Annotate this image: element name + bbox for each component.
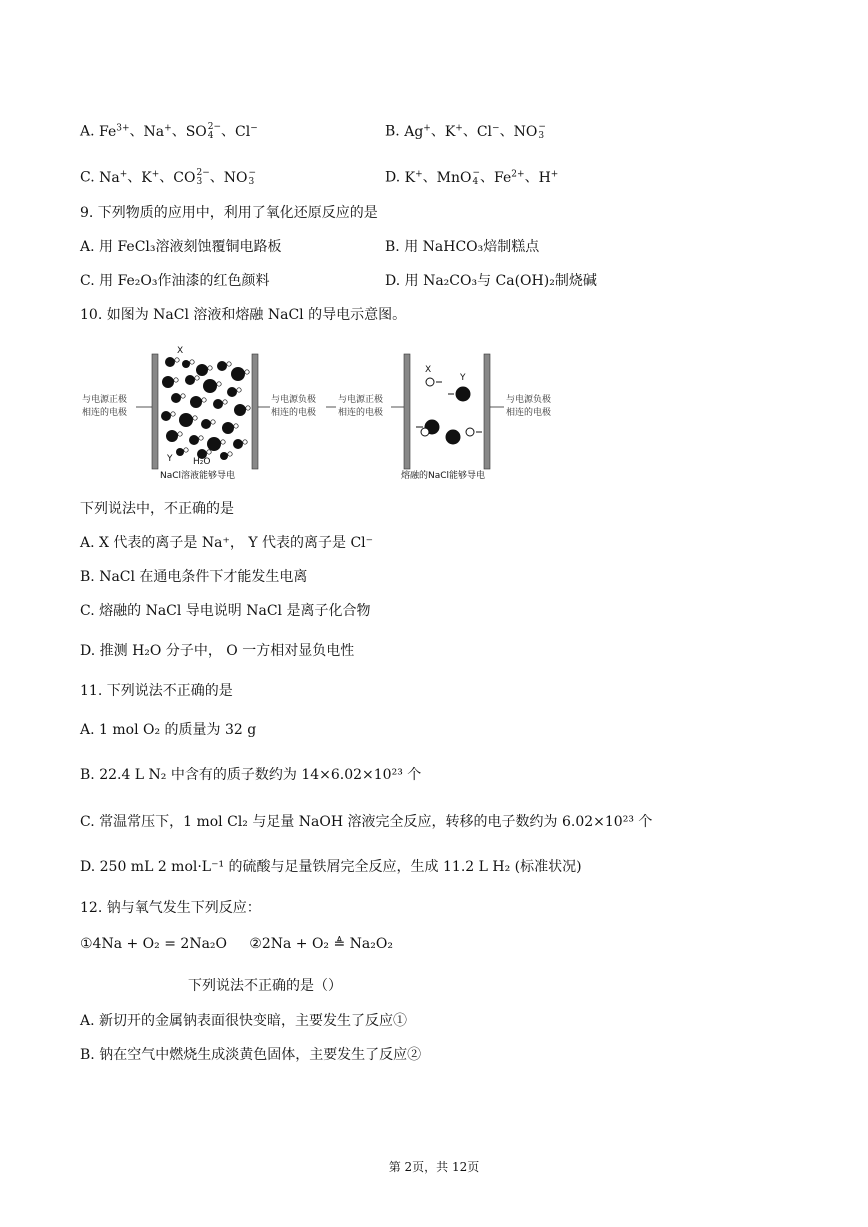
solution-ion [222, 422, 234, 434]
option-prefix: D. [385, 169, 405, 186]
right-anode-label-1: 与电源正极 [338, 395, 384, 405]
solution-ion [162, 376, 174, 388]
water-atom [190, 360, 194, 364]
q12-option-b: B. 钠在空气中燃烧生成淡黄色固体，主要发生了反应② [80, 1047, 422, 1063]
left-cathode [252, 354, 258, 469]
solution-ion [233, 439, 243, 449]
separator: 、 [127, 169, 142, 186]
right-cathode [484, 354, 490, 469]
left-anode [152, 354, 158, 469]
q8-option-d [385, 164, 558, 188]
q10-option-a: A. X 代表的离子是 Na⁺， Y 代表的离子是 Cl⁻ [80, 535, 374, 551]
solution-ion [213, 399, 223, 409]
water-atom [181, 394, 185, 398]
q11-option-a: A. 1 mol O₂ 的质量为 32 g [80, 722, 257, 738]
solution-ion [182, 360, 190, 368]
left-cathode-label-2: 相连的电极 [271, 408, 317, 418]
q8-option-c [80, 164, 256, 188]
water-atom [237, 388, 241, 392]
separator: 、 [499, 123, 514, 140]
water-atom [207, 450, 211, 454]
ion: H+ [538, 169, 559, 186]
right-cathode-label-1: 与电源负极 [506, 395, 552, 405]
left-cathode-label-1: 与电源负极 [271, 395, 317, 405]
solution-ion [166, 430, 178, 442]
q11-stem: 11. 下列说法不正确的是 [80, 683, 233, 699]
q9-option-a: A. 用 FeCl₃溶液刻蚀覆铜电路板 [80, 239, 282, 255]
q12-prompt: 下列说法不正确的是（） [188, 978, 342, 994]
separator: 、 [209, 169, 224, 186]
solution-ion [217, 361, 227, 371]
water-atom [246, 406, 250, 410]
ion: K+ [444, 123, 463, 140]
right-y-label: Y [460, 373, 466, 383]
water-atom [208, 366, 212, 370]
ion: Cl− [476, 123, 500, 140]
left-anode-label-2: 相连的电极 [82, 408, 128, 418]
water-atom [171, 412, 175, 416]
water-atom [243, 440, 247, 444]
right-cathode-label-2: 相连的电极 [506, 408, 552, 418]
water-atom [234, 424, 238, 428]
q10-option-d: D. 推测 H₂O 分子中， O 一方相对显负电性 [80, 643, 355, 659]
solution-ion [185, 375, 195, 385]
solution-particles [161, 357, 250, 460]
q10-option-c: C. 熔融的 NaCl 导电说明 NaCl 是离子化合物 [80, 603, 371, 619]
right-x-label: X [425, 365, 432, 375]
solution-ion [179, 413, 193, 427]
solution-ion [220, 452, 228, 460]
ion: NO − 3 [223, 167, 257, 187]
water-atom [245, 370, 249, 374]
left-y-label: Y [167, 454, 173, 464]
ion: SO 2− 4 [185, 121, 222, 141]
solution-ion [207, 437, 221, 451]
option-prefix: A. [80, 123, 100, 140]
separator: 、 [524, 169, 539, 186]
separator: 、 [422, 169, 437, 186]
water-atom [211, 420, 215, 424]
solution-ion [190, 396, 202, 408]
solution-ion [203, 379, 217, 393]
ion: $Fe^{3+}$ [99, 123, 130, 140]
water-atom [217, 382, 221, 386]
water-atom [199, 436, 203, 440]
water-atom [227, 362, 231, 366]
q10-stem: 10. 如图为 NaCl 溶液和熔融 NaCl 的导电示意图。 [80, 307, 407, 323]
solution-ion [189, 435, 199, 445]
solution-ion [171, 393, 181, 403]
solution-ion [161, 411, 171, 421]
q9-option-c: C. 用 Fe₂O₃作油漆的红色颜料 [80, 273, 270, 289]
q12-eq1: ①4Na + O₂ = 2Na₂O [80, 936, 227, 952]
solution-ion [176, 448, 184, 456]
q11-option-c: C. 常温常压下，1 mol Cl₂ 与足量 NaOH 溶液完全反应，转移的电子数约为 6.02×10²³ 个 [80, 814, 653, 830]
q9-stem: 9. 下列物质的应用中，利用了氧化还原反应的是 [80, 205, 378, 221]
q8-option-b [385, 118, 546, 142]
right-anode [404, 354, 410, 469]
ion: Na+ [99, 169, 128, 186]
q10-option-b: B. NaCl 在通电条件下才能发生电离 [80, 569, 308, 585]
q10-prompt: 下列说法中，不正确的是 [80, 501, 234, 517]
separator: 、 [129, 123, 144, 140]
water-atom [223, 400, 227, 404]
left-x-label: X [177, 346, 184, 356]
separator: 、 [430, 123, 445, 140]
water-atom [184, 448, 188, 452]
option-prefix: C. [80, 169, 100, 186]
q12-equations [80, 934, 393, 954]
q8-option-a [80, 118, 258, 142]
solution-ion [201, 419, 211, 429]
water-atom [202, 398, 206, 402]
ion: K+ [404, 169, 423, 186]
page-footer: 第 2页，共 12页 [388, 1160, 480, 1174]
water-atom [195, 376, 199, 380]
solution-ion [165, 357, 175, 367]
right-caption: 熔融的NaCl能够导电 [401, 471, 486, 481]
separator: 、 [171, 123, 186, 140]
water-atom [193, 416, 197, 420]
ion: $Fe^{2+}$ [494, 169, 525, 186]
q12-stem: 12. 钠与氧气发生下列反应： [80, 900, 261, 916]
solution-ion [231, 367, 245, 381]
left-anode-label-1: 与电源正极 [82, 395, 128, 405]
water-atom [175, 358, 179, 362]
solution-ion [196, 364, 208, 376]
molten-particles [416, 378, 482, 444]
q11-option-b: B. 22.4 L N₂ 中含有的质子数约为 14×6.02×10²³ 个 [80, 767, 422, 783]
water-atom [221, 440, 225, 444]
left-caption: NaCl溶液能够导电 [160, 471, 236, 481]
separator: 、 [480, 169, 495, 186]
separator: 、 [462, 123, 477, 140]
option-prefix: B. [385, 123, 405, 140]
separator: 、 [221, 123, 236, 140]
ion: Na+ [143, 123, 172, 140]
water-atom [178, 432, 182, 436]
ion: Ag+ [404, 123, 431, 140]
separator: 、 [159, 169, 174, 186]
q12-option-a: A. 新切开的金属钠表面很快变暗，主要发生了反应① [80, 1013, 408, 1029]
ion: CO 2− 3 [173, 167, 210, 187]
q11-option-d: D. 250 mL 2 mol·L⁻¹ 的硫酸与足量铁屑完全反应，生成 11.2 L H₂ (标准状况) [80, 859, 582, 875]
ion: Cl− [235, 123, 258, 140]
ion: NO − 3 [513, 121, 546, 141]
ion: K+ [141, 169, 160, 186]
solution-ion [234, 404, 246, 416]
right-anode-label-2: 相连的电极 [338, 408, 384, 418]
conduction-figure [0, 340, 868, 490]
q9-option-b: B. 用 NaHCO₃焙制糕点 [385, 239, 540, 255]
water-atom [174, 378, 178, 382]
water-atom [228, 452, 232, 456]
ion: MnO − 4 [436, 167, 481, 187]
q9-option-d: D. 用 Na₂CO₃与 Ca(OH)₂制烧碱 [385, 273, 597, 289]
solution-ion [227, 387, 237, 397]
h2o-label: H₂O [193, 457, 211, 467]
q12-eq2: ②2Na + O₂ ≜ Na₂O₂ [249, 936, 393, 952]
